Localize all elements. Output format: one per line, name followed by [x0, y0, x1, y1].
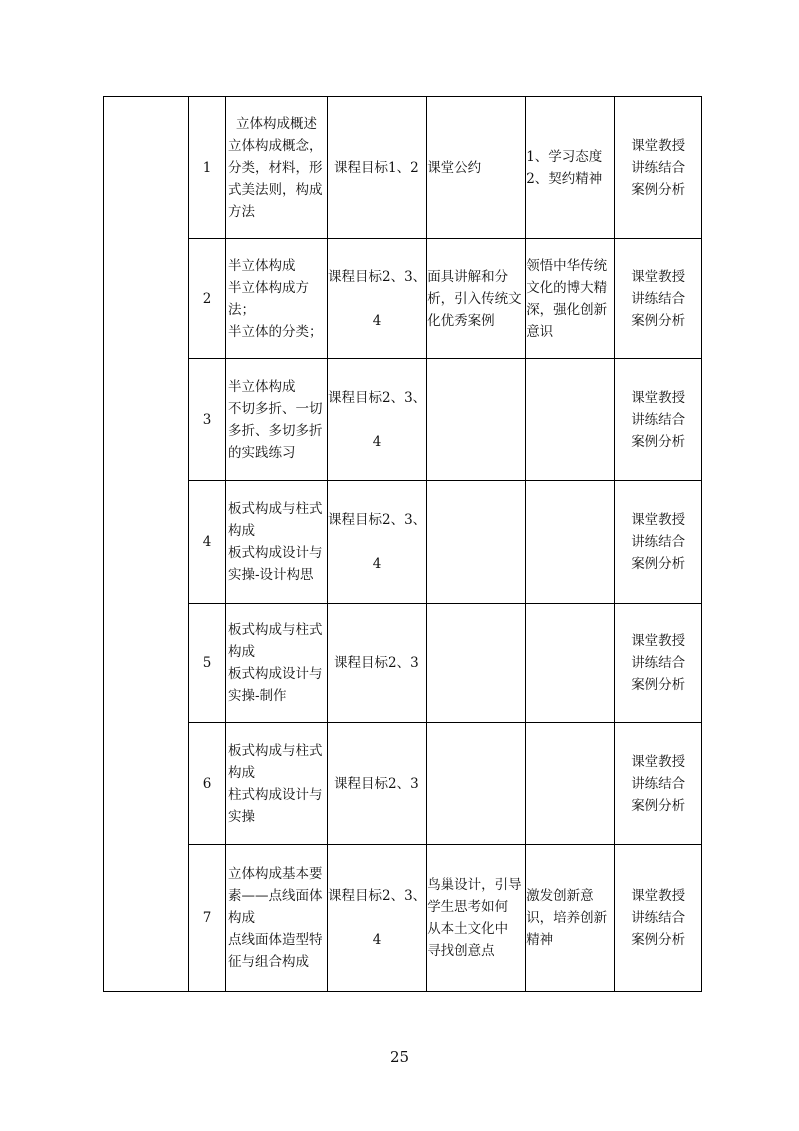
ideology-cell: [526, 845, 615, 992]
content-line: 构成: [228, 910, 255, 926]
method-line: 讲练结合: [631, 290, 686, 307]
ideology-cell: [526, 359, 615, 481]
goal-line: 课程目标1、2: [334, 159, 419, 176]
case-line: 寻找创意点: [427, 943, 495, 959]
ideology-line: 激发创新意: [526, 888, 594, 904]
method-cell: [615, 845, 702, 992]
content-line: 实操-制作: [228, 688, 287, 704]
method-line: 讲练结合: [631, 910, 686, 926]
content-line: 法；: [228, 301, 255, 318]
ideology-line: 识，培养创新: [526, 910, 608, 926]
content-cell: [226, 723, 328, 845]
table-row: [104, 359, 702, 481]
case-line: 析，引入传统文: [427, 290, 522, 307]
case-cell: [427, 359, 526, 481]
case-line: 面具讲解和分: [427, 268, 509, 285]
method-cell: [615, 239, 702, 359]
method-line: 课堂教授: [631, 888, 686, 904]
method-line: 案例分析: [631, 797, 686, 814]
method-line: 案例分析: [631, 932, 686, 948]
content-line: 方法: [228, 203, 255, 220]
table-row: [104, 239, 702, 359]
case-cell: [427, 845, 526, 992]
goal-cell: [328, 604, 427, 723]
row-number: 2: [189, 239, 226, 359]
ideology-cell: [526, 239, 615, 359]
row-number: 6: [189, 723, 226, 845]
content-line: 的实践练习: [228, 444, 296, 461]
content-line: 板式构成与柱式: [228, 501, 323, 517]
table-row: [104, 481, 702, 604]
page-number: 25: [389, 1048, 410, 1066]
row-number: 3: [189, 359, 226, 481]
ideology-cell: [526, 97, 615, 239]
content-cell: [226, 845, 328, 992]
content-line: 征与组合构成: [228, 954, 309, 970]
content-line: 不切多折、一切: [228, 400, 323, 417]
content-cell: [226, 481, 328, 604]
content-line: 分类，材料，形: [228, 159, 323, 176]
content-cell: [226, 97, 328, 239]
content-line: 半立体的分类；: [228, 323, 323, 340]
content-line: 点线面体造型特: [228, 932, 323, 948]
content-line: 半立体构成方: [228, 279, 309, 296]
content-line: 板式构成设计与: [228, 545, 323, 561]
content-line: 板式构成设计与: [228, 666, 323, 682]
goal-cell: [328, 239, 427, 359]
case-cell: [427, 481, 526, 604]
goal-line: 4: [372, 433, 382, 450]
case-cell: [427, 604, 526, 723]
table-row: [104, 97, 702, 239]
method-line: 课堂教授: [631, 633, 686, 649]
case-cell: [427, 723, 526, 845]
content-line: 多折、多切多折: [228, 422, 323, 439]
content-line: 半立体构成: [228, 257, 296, 274]
ideology-line: 精神: [526, 932, 554, 948]
method-line: 讲练结合: [631, 411, 686, 428]
content-line: 实操: [228, 808, 255, 825]
ideology-cell: [526, 723, 615, 845]
goal-cell: [328, 723, 427, 845]
table-row: [104, 604, 702, 723]
content-line: 素——点线面体: [228, 888, 323, 904]
method-line: 课堂教授: [631, 137, 686, 154]
method-line: 讲练结合: [631, 159, 686, 176]
goal-line: 课程目标2、3: [334, 775, 419, 792]
goal-line: 课程目标2、3、: [328, 888, 427, 904]
goal-cell: [328, 359, 427, 481]
goal-line: 课程目标2、3、: [328, 389, 427, 406]
ideology-cell: [526, 481, 615, 604]
content-cell: [226, 604, 328, 723]
course-schedule-table: [103, 96, 702, 992]
ideology-line: 文化的博大精: [526, 279, 608, 296]
method-line: 案例分析: [631, 433, 686, 450]
method-line: 讲练结合: [631, 775, 686, 792]
case-line: 化优秀案例: [427, 312, 495, 329]
ideology-line: 1、学习态度: [526, 148, 603, 165]
content-cell: [226, 359, 328, 481]
content-line: 实操-设计构思: [228, 567, 314, 583]
content-line: 半立体构成: [228, 378, 296, 395]
content-cell: [226, 239, 328, 359]
ideology-line: 领悟中华传统: [526, 257, 608, 274]
ideology-cell: [526, 604, 615, 723]
table-row: [104, 845, 702, 992]
table-row: [104, 723, 702, 845]
goal-line: 课程目标2、3、: [328, 512, 427, 528]
method-line: 案例分析: [631, 556, 686, 572]
empty-merged-cell: [104, 97, 189, 992]
method-cell: [615, 481, 702, 604]
method-line: 课堂教授: [631, 268, 686, 285]
case-cell: [427, 239, 526, 359]
method-line: 案例分析: [631, 312, 686, 329]
ideology-line: 2、契约精神: [526, 170, 603, 187]
goal-cell: [328, 481, 427, 604]
row-number: 5: [189, 604, 226, 723]
method-line: 课堂教授: [631, 389, 686, 406]
row-number: 7: [189, 845, 226, 992]
method-cell: [615, 723, 702, 845]
method-line: 案例分析: [631, 677, 686, 693]
goal-cell: [328, 845, 427, 992]
row-number: 4: [189, 481, 226, 604]
method-line: 讲练结合: [631, 534, 686, 550]
content-line: 构成: [228, 523, 255, 539]
content-line: 柱式构成设计与: [228, 786, 323, 803]
case-line: 从本土文化中: [427, 921, 509, 937]
content-line: 立体构成概述: [236, 115, 317, 132]
method-line: 讲练结合: [631, 655, 686, 671]
content-line: 板式构成与柱式: [228, 622, 323, 638]
method-line: 课堂教授: [631, 753, 686, 770]
goal-line: 课程目标2、3: [334, 655, 419, 671]
content-line: 构成: [228, 644, 255, 660]
content-line: 构成: [228, 764, 255, 781]
goal-line: 4: [372, 932, 382, 948]
ideology-line: 意识: [526, 323, 554, 340]
content-line: 立体构成概念，: [228, 137, 323, 154]
method-cell: [615, 97, 702, 239]
case-line: 学生思考如何: [427, 899, 509, 915]
ideology-line: 深，强化创新: [526, 301, 608, 318]
method-cell: [615, 359, 702, 481]
goal-line: 课程目标2、3、: [328, 268, 427, 285]
row-number: 1: [189, 97, 226, 239]
case-line: 鸟巢设计，引导: [427, 877, 522, 893]
goal-cell: [328, 97, 427, 239]
goal-line: 4: [372, 312, 382, 329]
content-line: 式美法则，构成: [228, 181, 323, 198]
method-line: 案例分析: [631, 181, 686, 198]
case-cell: [427, 97, 526, 239]
content-line: 板式构成与柱式: [228, 742, 323, 759]
content-line: 立体构成基本要: [228, 866, 323, 882]
case-line: 课堂公约: [427, 159, 482, 176]
method-cell: [615, 604, 702, 723]
goal-line: 4: [372, 556, 382, 572]
method-line: 课堂教授: [631, 512, 686, 528]
